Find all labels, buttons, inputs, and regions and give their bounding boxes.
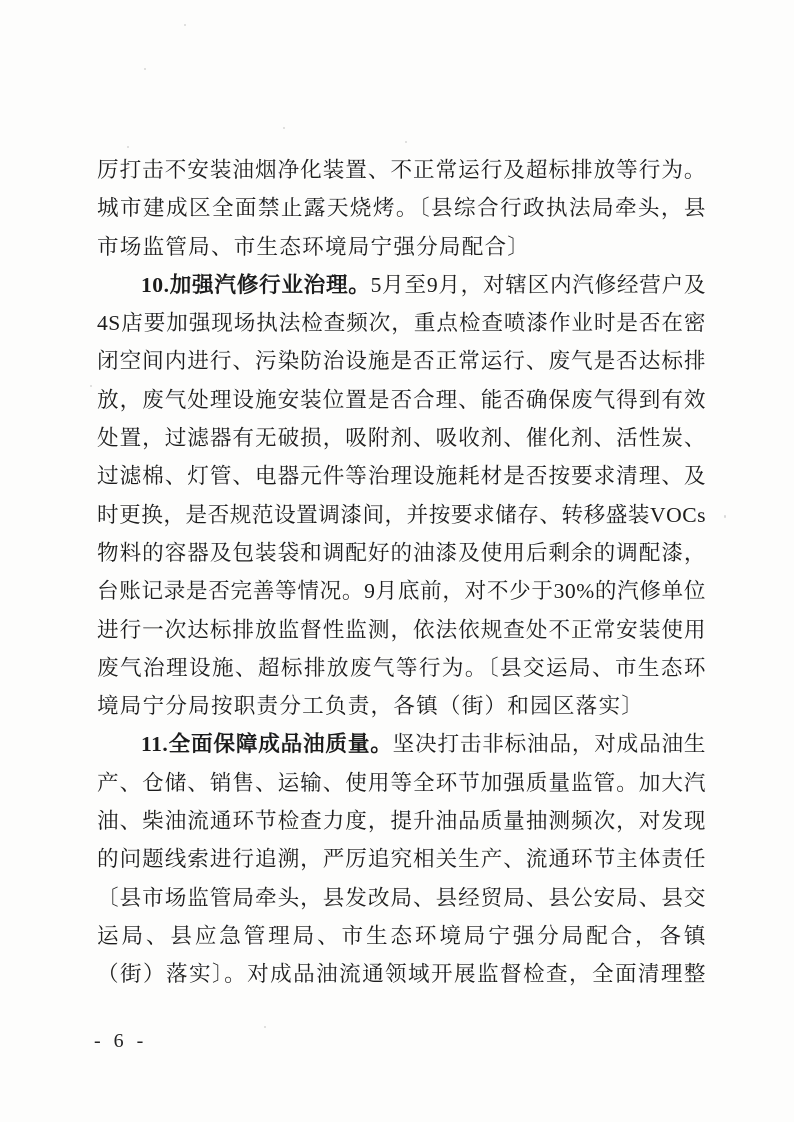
text-run: 5月至9月，对辖区内汽修经营户及 (370, 272, 706, 297)
text-line: 的问题线索进行追溯，严厉追究相关生产、流通环节主体责任 (97, 847, 706, 872)
text-line: 废气治理设施、超标排放废气等行为。〔县交运局、市生态环 (97, 655, 706, 680)
text-line: 〔县市场监管局牵头，县发改局、县经贸局、县公安局、县交 (97, 885, 706, 910)
text-line: 放，废气处理设施安装位置是否合理、能否确保废气得到有效 (97, 387, 706, 412)
text-line: 城市建成区全面禁止露天烧烤。〔县综合行政执法局牵头，县 (97, 196, 706, 221)
text-line: 闭空间内进行、污染防治设施是否正常运行、废气是否达标排 (97, 349, 706, 374)
text-line: 厉打击不安装油烟净化装置、不正常运行及超标排放等行为。 (97, 158, 706, 182)
text-line: 台账记录是否完善等情况。9月底前，对不少于30%的汽修单位 (97, 579, 706, 604)
paragraph-10-heading: 10.加强汽修行业治理。 (141, 272, 371, 297)
text-line: 境局宁分局按职责分工负责，各镇（街）和园区落实〕 (97, 694, 645, 719)
text-line: 物料的容器及包装袋和调配好的油漆及使用后剩余的调配漆， (97, 540, 706, 565)
text-line: 油、柴油流通环节检查力度，提升油品质量抽测频次，对发现 (97, 809, 706, 834)
text-line: 产、仓储、销售、运输、使用等全环节加强质量监管。加大汽 (97, 770, 706, 795)
document-body (97, 151, 706, 994)
paragraph-10-heading-line (97, 266, 706, 304)
scan-speck (144, 68, 146, 70)
scan-speck (405, 141, 407, 143)
text-line: 进行一次达标排放监督性监测，依法依规查处不正常安装使用 (97, 617, 706, 642)
paragraph-11-heading: 11.全面保障成品油质量。 (141, 732, 393, 757)
text-line: 市场监管局、市生态环境局宁强分局配合〕 (97, 234, 531, 259)
text-line: 处置，过滤器有无破损，吸附剂、吸收剂、催化剂、活性炭、 (97, 426, 706, 451)
scan-speck (264, 1026, 266, 1028)
paragraph-11-heading-line (97, 725, 706, 763)
text-line: 4S店要加强现场执法检查频次，重点检查喷漆作业时是否在密 (97, 311, 706, 336)
page-number: - 6 - (94, 1030, 148, 1052)
scan-speck (90, 385, 92, 387)
scan-speck (724, 515, 726, 518)
scan-speck (127, 146, 129, 148)
text-line: 过滤棉、灯管、电器元件等治理设施耗材是否按要求清理、及 (97, 464, 706, 489)
text-run: 坚决打击非标油品，对成品油生 (392, 732, 706, 757)
scan-speck (283, 127, 285, 129)
scan-speck (184, 24, 186, 26)
text-line: 时更换，是否规范设置调漆间，并按要求储存、转移盛装VOCs (97, 502, 706, 527)
text-line: 运局、县应急管理局、市生态环境局宁强分局配合，各镇 (97, 923, 706, 948)
text-line: （街）落实〕。对成品油流通领域开展监督检查，全面清理整 (97, 962, 706, 987)
